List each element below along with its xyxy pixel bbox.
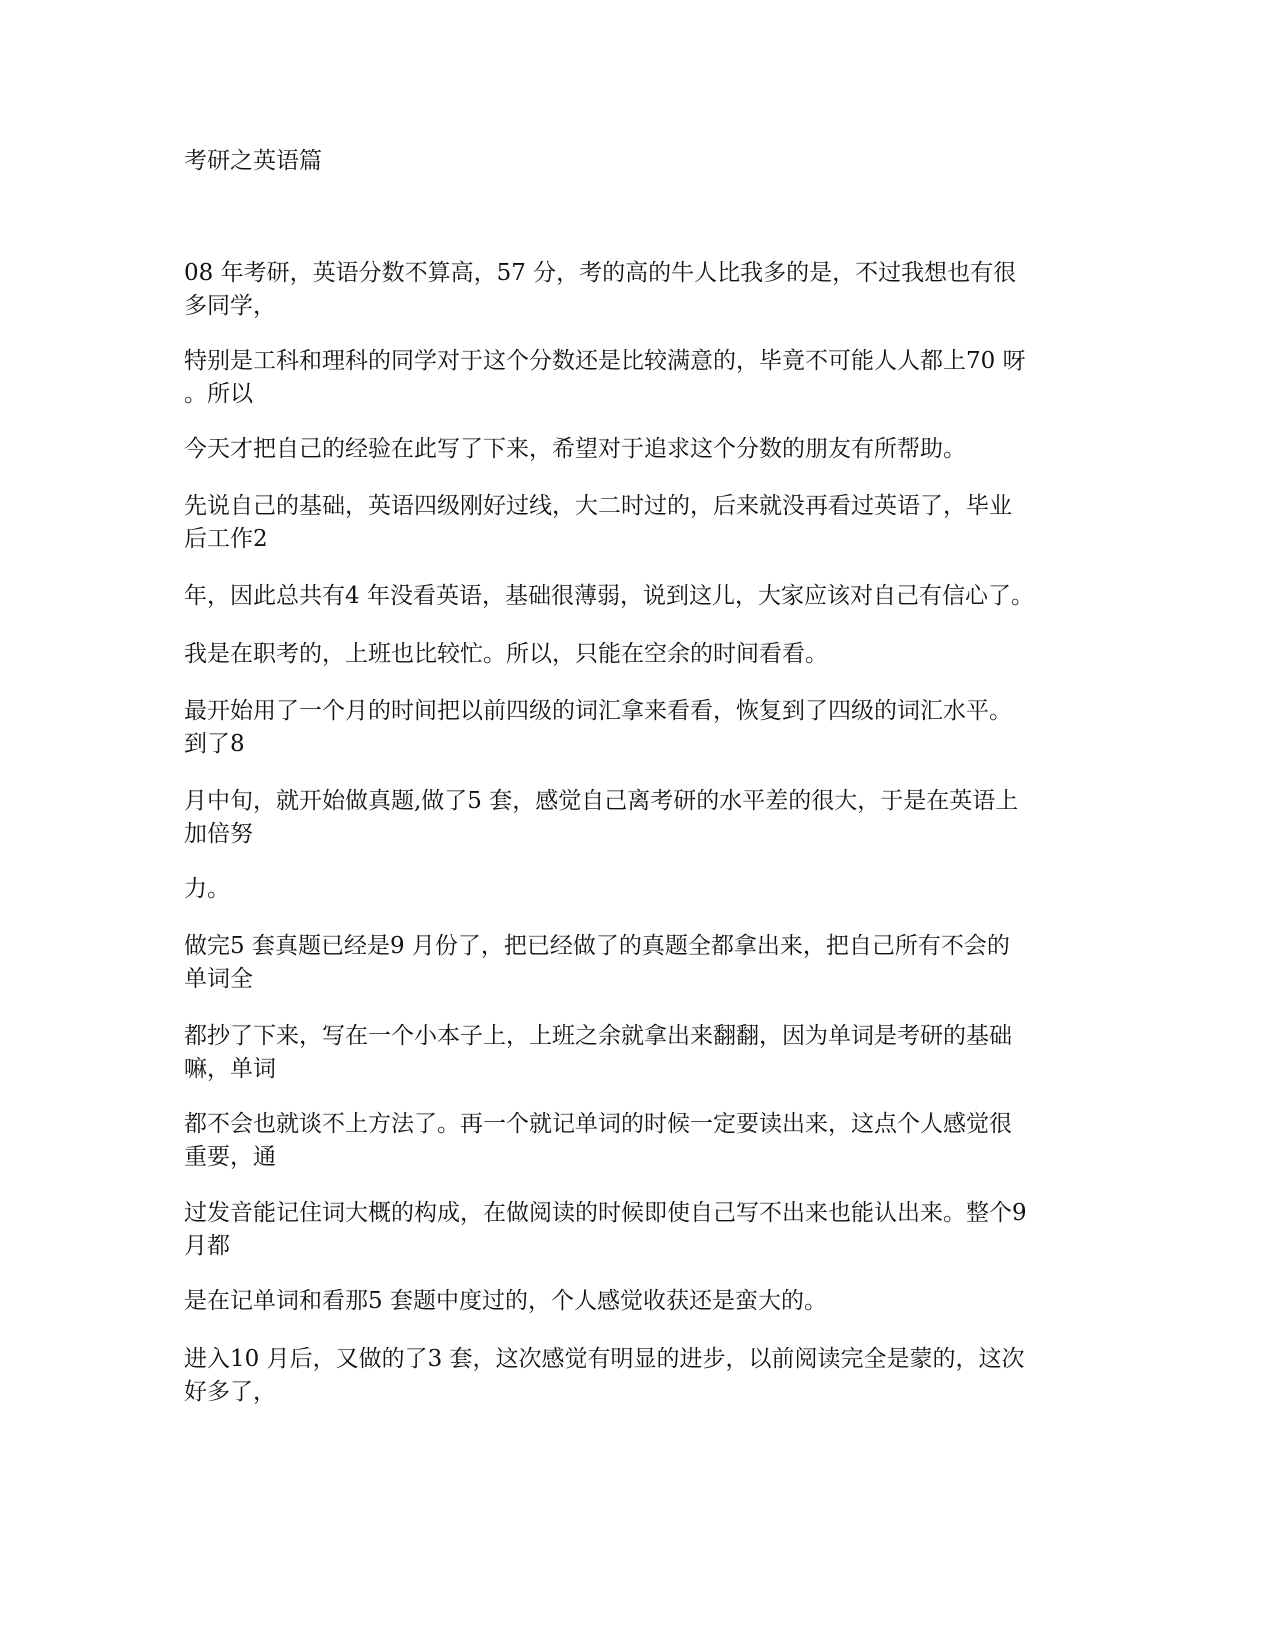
text-line: 到了8 — [184, 731, 245, 757]
paragraph — [184, 433, 1084, 466]
text-line: 今天才把自己的经验在此写了下来，希望对于追求这个分数的朋友有所帮助。 — [184, 436, 966, 462]
text-line: 过发音能记住词大概的构成，在做阅读的时候即使自己写不出来也能认出来。整个9 — [184, 1200, 1027, 1226]
text-line: 是在记单词和看那5 套题中度过的，个人感觉收获还是蛮大的。 — [184, 1288, 827, 1314]
text-line: 先说自己的基础，英语四级刚好过线，大二时过的，后来就没再看过英语了，毕业 — [184, 493, 1012, 519]
document-title: 考研之英语篇 — [184, 148, 322, 174]
text-line: 月中旬，就开始做真题,做了5 套，感觉自己离考研的水平差的很大，于是在英语上 — [184, 788, 1019, 814]
paragraph — [184, 1285, 1084, 1318]
text-line: 。所以 — [184, 381, 253, 407]
paragraph — [184, 490, 1084, 556]
text-line: 后工作2 — [184, 526, 268, 552]
text-line: 08 年考研，英语分数不算高，57 分，考的高的牛人比我多的是，不过我想也有很 — [184, 260, 1017, 286]
paragraph — [184, 1020, 1084, 1086]
text-line: 年，因此总共有4 年没看英语，基础很薄弱，说到这儿，大家应该对自己有信心了。 — [184, 583, 1034, 609]
text-line: 都抄了下来，写在一个小本子上，上班之余就拿出来翻翻，因为单词是考研的基础 — [184, 1023, 1012, 1049]
paragraph — [184, 345, 1084, 411]
paragraph — [184, 638, 1084, 671]
text-line: 多同学， — [184, 293, 276, 319]
text-line: 好多了， — [184, 1379, 276, 1405]
paragraph — [184, 785, 1084, 851]
text-line: 嘛，单词 — [184, 1056, 276, 1082]
text-line: 做完5 套真题已经是9 月份了，把已经做了的真题全都拿出来，把自己所有不会的 — [184, 933, 1010, 959]
paragraph — [184, 257, 1084, 323]
text-line: 力。 — [184, 876, 230, 902]
text-line: 重要，通 — [184, 1144, 276, 1170]
paragraph — [184, 930, 1084, 996]
text-line: 月都 — [184, 1233, 230, 1259]
text-line: 都不会也就谈不上方法了。再一个就记单词的时候一定要读出来，这点个人感觉很 — [184, 1111, 1012, 1137]
paragraph — [184, 1197, 1084, 1263]
paragraph — [184, 695, 1084, 761]
paragraph — [184, 580, 1084, 613]
paragraph — [184, 1343, 1084, 1409]
text-line: 进入10 月后，又做的了3 套，这次感觉有明显的进步，以前阅读完全是蒙的，这次 — [184, 1346, 1025, 1372]
text-line: 我是在职考的，上班也比较忙。所以，只能在空余的时间看看。 — [184, 641, 828, 667]
text-line: 加倍努 — [184, 821, 253, 847]
paragraph — [184, 1108, 1084, 1174]
paragraph — [184, 873, 1084, 906]
text-line: 特别是工科和理科的同学对于这个分数还是比较满意的，毕竟不可能人人都上70 呀 — [184, 348, 1026, 374]
text-line: 最开始用了一个月的时间把以前四级的词汇拿来看看，恢复到了四级的词汇水平。 — [184, 698, 1012, 724]
text-line: 单词全 — [184, 966, 253, 992]
